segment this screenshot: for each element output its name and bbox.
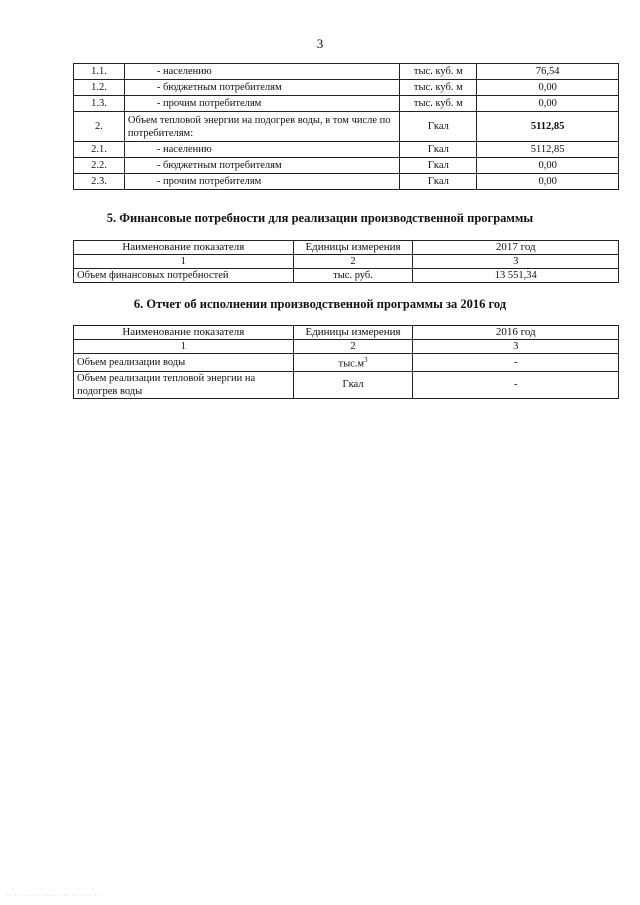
row-number: 2.1.	[74, 142, 125, 158]
value-cell: 13 551,34	[413, 269, 619, 283]
unit-cell: Гкал	[400, 142, 477, 158]
unit-cell: Гкал	[400, 112, 477, 142]
indicator-name: Объем реализации воды	[74, 354, 294, 372]
unit-cell	[293, 354, 413, 372]
column-number: 1	[74, 255, 294, 269]
unit-superscript: 3	[364, 356, 368, 364]
value-cell: 5112,85	[477, 142, 619, 158]
value-cell: 5112,85	[477, 112, 619, 142]
table-header-row	[74, 326, 619, 340]
scan-footer-marks: ·· ·· ··· ·· ····· ··· ·· ·· · · ·	[6, 893, 103, 899]
row-number: 1.3.	[74, 96, 125, 112]
indicator-name: - бюджетным потребителям	[124, 158, 400, 174]
column-number-row	[74, 255, 619, 269]
column-number: 2	[293, 255, 413, 269]
indicator-name: Объем реализации тепловой энергии на подогрев воды	[74, 371, 294, 398]
table-row	[74, 112, 619, 142]
table-row	[74, 142, 619, 158]
indicator-name: - бюджетным потребителям	[124, 80, 400, 96]
consumption-table	[73, 63, 619, 190]
indicator-name: - прочим потребителям	[124, 96, 400, 112]
table-header-row	[74, 241, 619, 255]
row-number: 1.1.	[74, 64, 125, 80]
indicator-name: - населению	[124, 142, 400, 158]
table-row	[74, 80, 619, 96]
unit-cell: тыс. руб.	[293, 269, 413, 283]
unit-cell: Гкал	[400, 158, 477, 174]
table-row	[74, 174, 619, 190]
indicator-name: Объем тепловой энергии на подогрев воды, в том числе по потребителям:	[124, 112, 400, 142]
value-cell: 0,00	[477, 80, 619, 96]
unit-cell: тыс. куб. м	[400, 96, 477, 112]
column-header: Наименование показателя	[74, 241, 294, 255]
table-row	[74, 269, 619, 283]
section-5-title: 5. Финансовые потребности для реализации производственной программы	[106, 211, 534, 225]
column-header: Единицы измерения	[293, 241, 413, 255]
column-number: 3	[413, 255, 619, 269]
financial-needs-table	[73, 240, 619, 283]
unit-cell: Гкал	[293, 371, 413, 398]
column-number: 1	[74, 340, 294, 354]
table-row	[74, 354, 619, 372]
row-number: 2.3.	[74, 174, 125, 190]
column-number-row	[74, 340, 619, 354]
section-6-title: 6. Отчет об исполнении производственной программы за 2016 год	[133, 297, 507, 311]
indicator-name: - населению	[124, 64, 400, 80]
page-number: 3	[316, 36, 324, 51]
row-number: 2.2.	[74, 158, 125, 174]
column-header: Единицы измерения	[293, 326, 413, 340]
value-cell: 0,00	[477, 96, 619, 112]
row-number: 1.2.	[74, 80, 125, 96]
column-header: Наименование показателя	[74, 326, 294, 340]
column-number: 3	[413, 340, 619, 354]
column-number: 2	[293, 340, 413, 354]
unit-text: тыс.м	[338, 358, 365, 370]
value-cell: -	[413, 354, 619, 372]
indicator-name: Объем финансовых потребностей	[74, 269, 294, 283]
column-header: 2016 год	[413, 326, 619, 340]
column-header: 2017 год	[413, 241, 619, 255]
table-row	[74, 96, 619, 112]
table-row	[74, 371, 619, 398]
row-number: 2.	[74, 112, 125, 142]
table-row	[74, 64, 619, 80]
unit-cell: Гкал	[400, 174, 477, 190]
execution-report-table	[73, 325, 619, 399]
value-cell: 76,54	[477, 64, 619, 80]
indicator-name: - прочим потребителям	[124, 174, 400, 190]
unit-cell: тыс. куб. м	[400, 64, 477, 80]
value-cell: 0,00	[477, 158, 619, 174]
value-cell: 0,00	[477, 174, 619, 190]
table-row	[74, 158, 619, 174]
unit-cell: тыс. куб. м	[400, 80, 477, 96]
value-cell: -	[413, 371, 619, 398]
